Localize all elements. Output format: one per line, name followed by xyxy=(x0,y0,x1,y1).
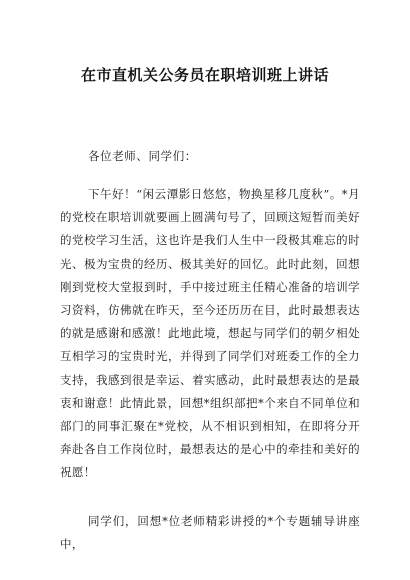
paragraph: 同学们，回想*位老师精彩讲授的*个专题辅导讲座中， xyxy=(60,514,360,552)
document-title: 在市直机关公务员在职培训班上讲话 xyxy=(80,66,329,84)
paragraph: 下午好！“闲云潭影日悠悠，物换星移几度秋”。*月的党校在职培训就要画上圆满句号了，回顾这短暂而美好的党校学习生活，这也许是我们人生中一段极其难忘的时光、极为宝贵的经历、极其美好的回忆。此时此刻，回想刚到党校大堂报到时，手中接过班主任精心准备的培训学习资料，仿佛就在昨天，至今还历历在目，此时最想表达的就是感谢和感激！此地此境，想起与同学们的朝夕相处互相学习的宝贵时光，并得到了同学们对班委工作的全力支持，我感到很是幸运、着实感动，此时最想表达的是最衷和谢意！此情此景，回想*组织部把*个来自不同单位和部门的同事汇聚在*党校，从不相识到相知，在即将分开奔赴各自工作岗位时，最想表达的是心中的牵挂和美好的祝愿！ xyxy=(60,187,360,480)
salutation: 各位老师、同学们： xyxy=(88,149,197,163)
